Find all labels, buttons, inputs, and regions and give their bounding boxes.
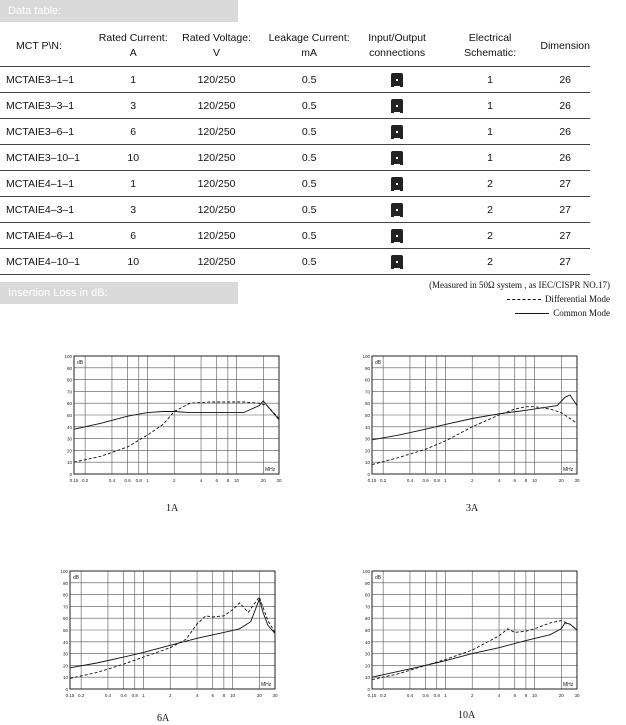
cell-leakage-current: 0.5 [264, 197, 354, 223]
x-tick-label: 10 [531, 693, 538, 698]
y-tick-label: 40 [364, 424, 370, 430]
x-tick-label: 6 [215, 478, 218, 483]
cell-rated-voltage: 120/250 [169, 145, 264, 171]
y-tick-label: 60 [364, 401, 370, 407]
connector-icon [391, 125, 403, 139]
y-tick-label: 80 [66, 377, 72, 383]
chart-6a [56, 565, 286, 720]
cell-rated-current: 1 [97, 67, 169, 93]
cell-part-number: MCTAIE3–3–1 [0, 93, 97, 119]
series-line-differential [372, 407, 577, 465]
data-table [0, 26, 590, 275]
y-tick-label: 10 [66, 460, 72, 466]
x-tick-label: 4 [497, 478, 501, 483]
y-tick-label: 10 [364, 460, 370, 466]
cell-leakage-current: 0.5 [264, 93, 354, 119]
y-tick-label: 100 [60, 569, 68, 574]
chart-caption-1a: 1A [166, 503, 179, 514]
cell-electrical-schematic: 2 [440, 249, 541, 275]
cell-part-number: MCTAIE3–1–1 [0, 67, 97, 93]
table-row [0, 145, 590, 171]
x-tick-label: 30 [574, 478, 580, 483]
table-row [0, 197, 590, 223]
cell-leakage-current: 0.5 [264, 171, 354, 197]
x-tick-label: 8 [524, 693, 528, 698]
y-tick-label: 70 [62, 604, 68, 610]
y-tick-label: 80 [364, 592, 370, 598]
x-tick-label: 0.8 [131, 693, 138, 698]
y-tick-label: 100 [362, 569, 370, 574]
chart-10a [358, 565, 588, 720]
y-tick-label: 0 [367, 472, 370, 477]
table-row [0, 119, 590, 145]
x-tick-label: 0.15 [69, 478, 79, 483]
header-electrical-schematic: Electrical Schematic: [464, 32, 517, 59]
x-tick-label: 0.15 [367, 693, 377, 698]
cell-dimension: 26 [540, 145, 590, 171]
cell-dimension: 26 [540, 67, 590, 93]
y-tick-label: 40 [62, 639, 68, 645]
y-axis-label: dB [375, 360, 382, 366]
cell-rated-current: 6 [97, 223, 169, 249]
x-axis-label: MHz [261, 682, 272, 688]
x-tick-label: 2 [168, 693, 172, 698]
cell-dimension: 26 [540, 119, 590, 145]
cell-electrical-schematic: 2 [440, 171, 541, 197]
x-tick-label: 30 [272, 693, 278, 698]
cell-dimension: 27 [540, 171, 590, 197]
table-row [0, 249, 590, 275]
y-tick-label: 50 [364, 628, 370, 633]
cell-part-number: MCTAIE4–3–1 [0, 197, 97, 223]
x-axis-label: MHz [563, 467, 574, 473]
x-tick-label: 10 [233, 478, 240, 483]
y-axis-label: dB [73, 575, 80, 581]
x-tick-label: 1 [146, 478, 149, 483]
x-tick-label: 2 [470, 478, 474, 483]
y-axis-label: dB [375, 575, 382, 581]
cell-rated-current: 10 [97, 145, 169, 171]
y-tick-label: 0 [367, 687, 370, 692]
cell-rated-voltage: 120/250 [169, 223, 264, 249]
x-axis-label: MHz [265, 467, 276, 473]
series-line-common [372, 623, 577, 677]
cell-io-connection [354, 249, 439, 275]
legend-solid-swatch [515, 313, 549, 314]
x-tick-label: 6 [211, 693, 214, 698]
y-tick-label: 100 [362, 354, 370, 359]
cell-io-connection [354, 223, 439, 249]
y-tick-label: 60 [66, 401, 72, 407]
x-tick-label: 0.4 [108, 478, 116, 483]
y-tick-label: 50 [62, 628, 68, 633]
y-tick-label: 20 [62, 663, 68, 669]
header-leakage-current: Leakage Current: mA [268, 32, 350, 59]
connector-icon [391, 73, 403, 87]
x-tick-label: 0.4 [406, 693, 414, 698]
x-tick-label: 20 [558, 478, 564, 483]
y-axis-label: dB [77, 360, 84, 366]
y-tick-label: 70 [364, 604, 370, 610]
connector-icon [391, 229, 403, 243]
y-tick-label: 100 [64, 354, 72, 359]
measured-note: (Measured in 50Ω system , as IEC/CISPR NO.17) [429, 280, 610, 290]
header-rated-voltage: Rated Voltage: V [182, 32, 251, 59]
y-tick-label: 30 [364, 436, 370, 442]
connector-icon [391, 177, 403, 191]
x-tick-label: 0.8 [433, 478, 440, 483]
legend-dashed-swatch [507, 299, 541, 300]
y-tick-label: 60 [364, 616, 370, 622]
x-tick-label: 0.15 [65, 693, 75, 698]
y-tick-label: 40 [364, 639, 370, 645]
x-tick-label: 4 [195, 693, 199, 698]
cell-dimension: 27 [540, 223, 590, 249]
y-tick-label: 90 [364, 365, 370, 371]
cell-electrical-schematic: 1 [440, 119, 541, 145]
cell-rated-current: 10 [97, 249, 169, 275]
chart-caption-6a: 6A [157, 713, 170, 724]
y-tick-label: 30 [364, 651, 370, 657]
x-tick-label: 0.2 [379, 478, 387, 483]
cell-rated-voltage: 120/250 [169, 197, 264, 223]
cell-leakage-current: 0.5 [264, 67, 354, 93]
cell-rated-voltage: 120/250 [169, 93, 264, 119]
chart-caption-10a: 10A [458, 710, 476, 721]
cell-electrical-schematic: 2 [440, 223, 541, 249]
x-tick-label: 0.4 [104, 693, 112, 698]
x-tick-label: 8 [222, 693, 226, 698]
chart-caption-3a: 3A [466, 503, 479, 514]
x-tick-label: 0.6 [124, 478, 131, 483]
connector-icon [391, 151, 403, 165]
cell-part-number: MCTAIE4–6–1 [0, 223, 97, 249]
chart-svg [358, 565, 588, 720]
y-tick-label: 70 [364, 389, 370, 395]
x-tick-label: 10 [229, 693, 236, 698]
chart-1a [60, 350, 290, 505]
x-tick-label: 10 [531, 478, 538, 483]
chart-3a [358, 350, 588, 505]
cell-part-number: MCTAIE3–6–1 [0, 119, 97, 145]
cell-io-connection [354, 67, 439, 93]
cell-electrical-schematic: 2 [440, 197, 541, 223]
connector-icon [391, 203, 403, 217]
series-line-common [372, 395, 577, 440]
x-tick-label: 0.4 [406, 478, 414, 483]
y-tick-label: 70 [66, 389, 72, 395]
x-tick-label: 0.8 [433, 693, 440, 698]
y-tick-label: 40 [66, 424, 72, 430]
cell-part-number: MCTAIE4–10–1 [0, 249, 97, 275]
cell-rated-current: 6 [97, 119, 169, 145]
cell-leakage-current: 0.5 [264, 119, 354, 145]
chart-svg [60, 350, 290, 505]
cell-dimension: 27 [540, 249, 590, 275]
header-rated-current: Rated Current: A [98, 32, 168, 59]
x-tick-label: 30 [574, 693, 580, 698]
y-tick-label: 10 [62, 675, 68, 681]
series-line-differential [74, 402, 279, 462]
x-tick-label: 1 [444, 693, 447, 698]
x-tick-label: 0.8 [135, 478, 142, 483]
cell-leakage-current: 0.5 [264, 145, 354, 171]
cell-leakage-current: 0.5 [264, 223, 354, 249]
x-tick-label: 4 [497, 693, 501, 698]
x-tick-label: 0.2 [77, 693, 85, 698]
legend-common: Common Mode [515, 308, 610, 318]
x-tick-label: 8 [226, 478, 230, 483]
series-line-differential [70, 597, 275, 678]
x-tick-label: 20 [558, 693, 564, 698]
y-tick-label: 20 [364, 663, 370, 669]
connector-icon [391, 99, 403, 113]
data-table-banner: Data table: [0, 0, 238, 22]
header-dimension: Dimension [540, 39, 590, 52]
x-tick-label: 4 [199, 478, 203, 483]
y-tick-label: 0 [69, 472, 72, 477]
cell-part-number: MCTAIE4–1–1 [0, 171, 97, 197]
cell-dimension: 27 [540, 197, 590, 223]
cell-rated-voltage: 120/250 [169, 67, 264, 93]
cell-rated-current: 1 [97, 171, 169, 197]
x-tick-label: 6 [513, 693, 516, 698]
y-tick-label: 10 [364, 675, 370, 681]
y-tick-label: 80 [364, 377, 370, 383]
x-tick-label: 0.6 [120, 693, 127, 698]
series-line-common [70, 599, 275, 668]
x-tick-label: 1 [444, 478, 447, 483]
cell-dimension: 26 [540, 93, 590, 119]
cell-rated-voltage: 120/250 [169, 249, 264, 275]
y-tick-label: 90 [66, 365, 72, 371]
x-tick-label: 0.6 [422, 693, 429, 698]
x-tick-label: 20 [256, 693, 262, 698]
y-tick-label: 30 [66, 436, 72, 442]
y-tick-label: 30 [62, 651, 68, 657]
chart-svg [56, 565, 286, 720]
insertion-loss-banner: Insertion Loss in dB: [0, 282, 238, 304]
x-tick-label: 20 [260, 478, 266, 483]
y-tick-label: 90 [364, 580, 370, 586]
y-tick-label: 20 [364, 448, 370, 454]
table-row [0, 67, 590, 93]
cell-io-connection [354, 119, 439, 145]
x-tick-label: 8 [524, 478, 528, 483]
cell-electrical-schematic: 1 [440, 145, 541, 171]
x-tick-label: 0.15 [367, 478, 377, 483]
y-tick-label: 90 [62, 580, 68, 586]
chart-svg [358, 350, 588, 505]
x-tick-label: 0.2 [81, 478, 89, 483]
y-tick-label: 60 [62, 616, 68, 622]
cell-rated-current: 3 [97, 197, 169, 223]
x-tick-label: 1 [142, 693, 145, 698]
cell-rated-voltage: 120/250 [169, 119, 264, 145]
x-tick-label: 2 [172, 478, 176, 483]
cell-part-number: MCTAIE3–10–1 [0, 145, 97, 171]
x-tick-label: 0.2 [379, 693, 387, 698]
cell-electrical-schematic: 1 [440, 93, 541, 119]
table-row [0, 93, 590, 119]
x-tick-label: 0.6 [422, 478, 429, 483]
cell-rated-voltage: 120/250 [169, 171, 264, 197]
cell-electrical-schematic: 1 [440, 67, 541, 93]
header-part-number: MCT P\N: [16, 39, 62, 52]
table-row [0, 171, 590, 197]
header-io-connections: Input/Output connections [368, 32, 426, 59]
cell-io-connection [354, 171, 439, 197]
cell-io-connection [354, 145, 439, 171]
y-tick-label: 50 [364, 413, 370, 418]
y-tick-label: 50 [66, 413, 72, 418]
connector-icon [391, 255, 403, 269]
y-tick-label: 20 [66, 448, 72, 454]
cell-io-connection [354, 93, 439, 119]
table-header-row [0, 26, 590, 67]
cell-rated-current: 3 [97, 93, 169, 119]
y-tick-label: 80 [62, 592, 68, 598]
cell-io-connection [354, 197, 439, 223]
y-tick-label: 0 [65, 687, 68, 692]
x-tick-label: 6 [513, 478, 516, 483]
x-tick-label: 30 [276, 478, 282, 483]
x-axis-label: MHz [563, 682, 574, 688]
x-tick-label: 2 [470, 693, 474, 698]
legend-differential: Differential Mode [507, 294, 610, 304]
cell-leakage-current: 0.5 [264, 249, 354, 275]
table-row [0, 223, 590, 249]
